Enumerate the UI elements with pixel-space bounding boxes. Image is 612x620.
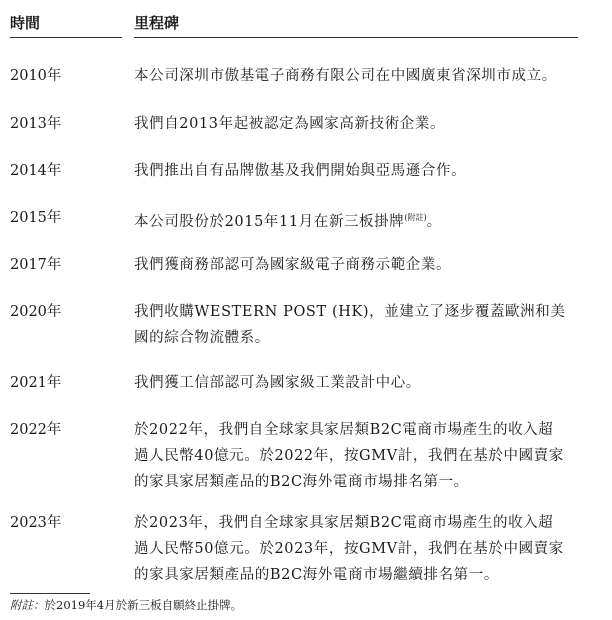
milestone-text	[134, 205, 584, 235]
year-label: 2020年	[10, 304, 62, 320]
milestone-text	[134, 252, 584, 278]
year-label: 2014年	[10, 163, 62, 179]
milestone-text	[134, 417, 584, 495]
milestone-text	[134, 370, 584, 396]
text-line: 過人民幣50億元。於2023年，按GMV計，我們在基於中國賣家	[134, 541, 564, 557]
year-label: 2023年	[10, 515, 62, 531]
text-line	[134, 205, 584, 235]
text-line: 於2023年，我們自全球家具家居類B2C電商市場產生的收入超	[134, 515, 554, 531]
footnote-marker: (附註)	[404, 213, 427, 222]
footnote-divider	[10, 593, 90, 594]
text-line: 的家具家居類產品的B2C海外電商市場繼續排名第一。	[134, 567, 499, 583]
text-segment: 。	[426, 214, 442, 230]
year-label: 2010年	[10, 68, 62, 84]
header-milestone: 里程碑	[134, 14, 578, 38]
text-line: 國的綜合物流體系。	[134, 330, 270, 346]
text-line: 我們自2013年起被認定為國家高新技術企業。	[134, 116, 446, 132]
text-line: 我們獲工信部認可為國家級工業設計中心。	[134, 375, 421, 391]
milestone-text	[134, 111, 584, 137]
footnote-text: 於2019年4月於新三板自願終止掛牌。	[44, 598, 243, 612]
text-line: 過人民幣40億元。於2022年，按GMV計，我們在基於中國賣家	[134, 448, 564, 464]
text-line: 我們收購WESTERN POST (HK)，並建立了逐步覆蓋歐洲和美	[134, 304, 566, 320]
milestone-text	[134, 299, 584, 351]
text-line: 我們獲商務部認可為國家級電子商務示範企業。	[134, 257, 452, 273]
footnote-label: 附註：	[10, 598, 45, 612]
text-line: 本公司深圳市傲基電子商務有限公司在中國廣東省深圳市成立。	[134, 68, 557, 84]
year-label: 2015年	[10, 210, 62, 226]
year-label: 2022年	[10, 422, 62, 438]
text-line: 的家具家居類產品的B2C海外電商市場排名第一。	[134, 474, 469, 490]
year-label: 2013年	[10, 116, 62, 132]
milestone-text	[134, 510, 584, 588]
year-label: 2021年	[10, 375, 62, 391]
footnote	[10, 597, 242, 613]
table-header	[10, 14, 578, 38]
milestone-text	[134, 63, 584, 89]
text-segment: 本公司股份於2015年11月在新三板掛牌	[134, 214, 405, 230]
text-line: 我們推出自有品牌傲基及我們開始與亞馬遜合作。	[134, 163, 467, 179]
milestone-text	[134, 158, 584, 184]
text-line: 於2022年，我們自全球家具家居類B2C電商市場產生的收入超	[134, 422, 554, 438]
year-label: 2017年	[10, 257, 62, 273]
header-time: 時間	[10, 14, 122, 38]
